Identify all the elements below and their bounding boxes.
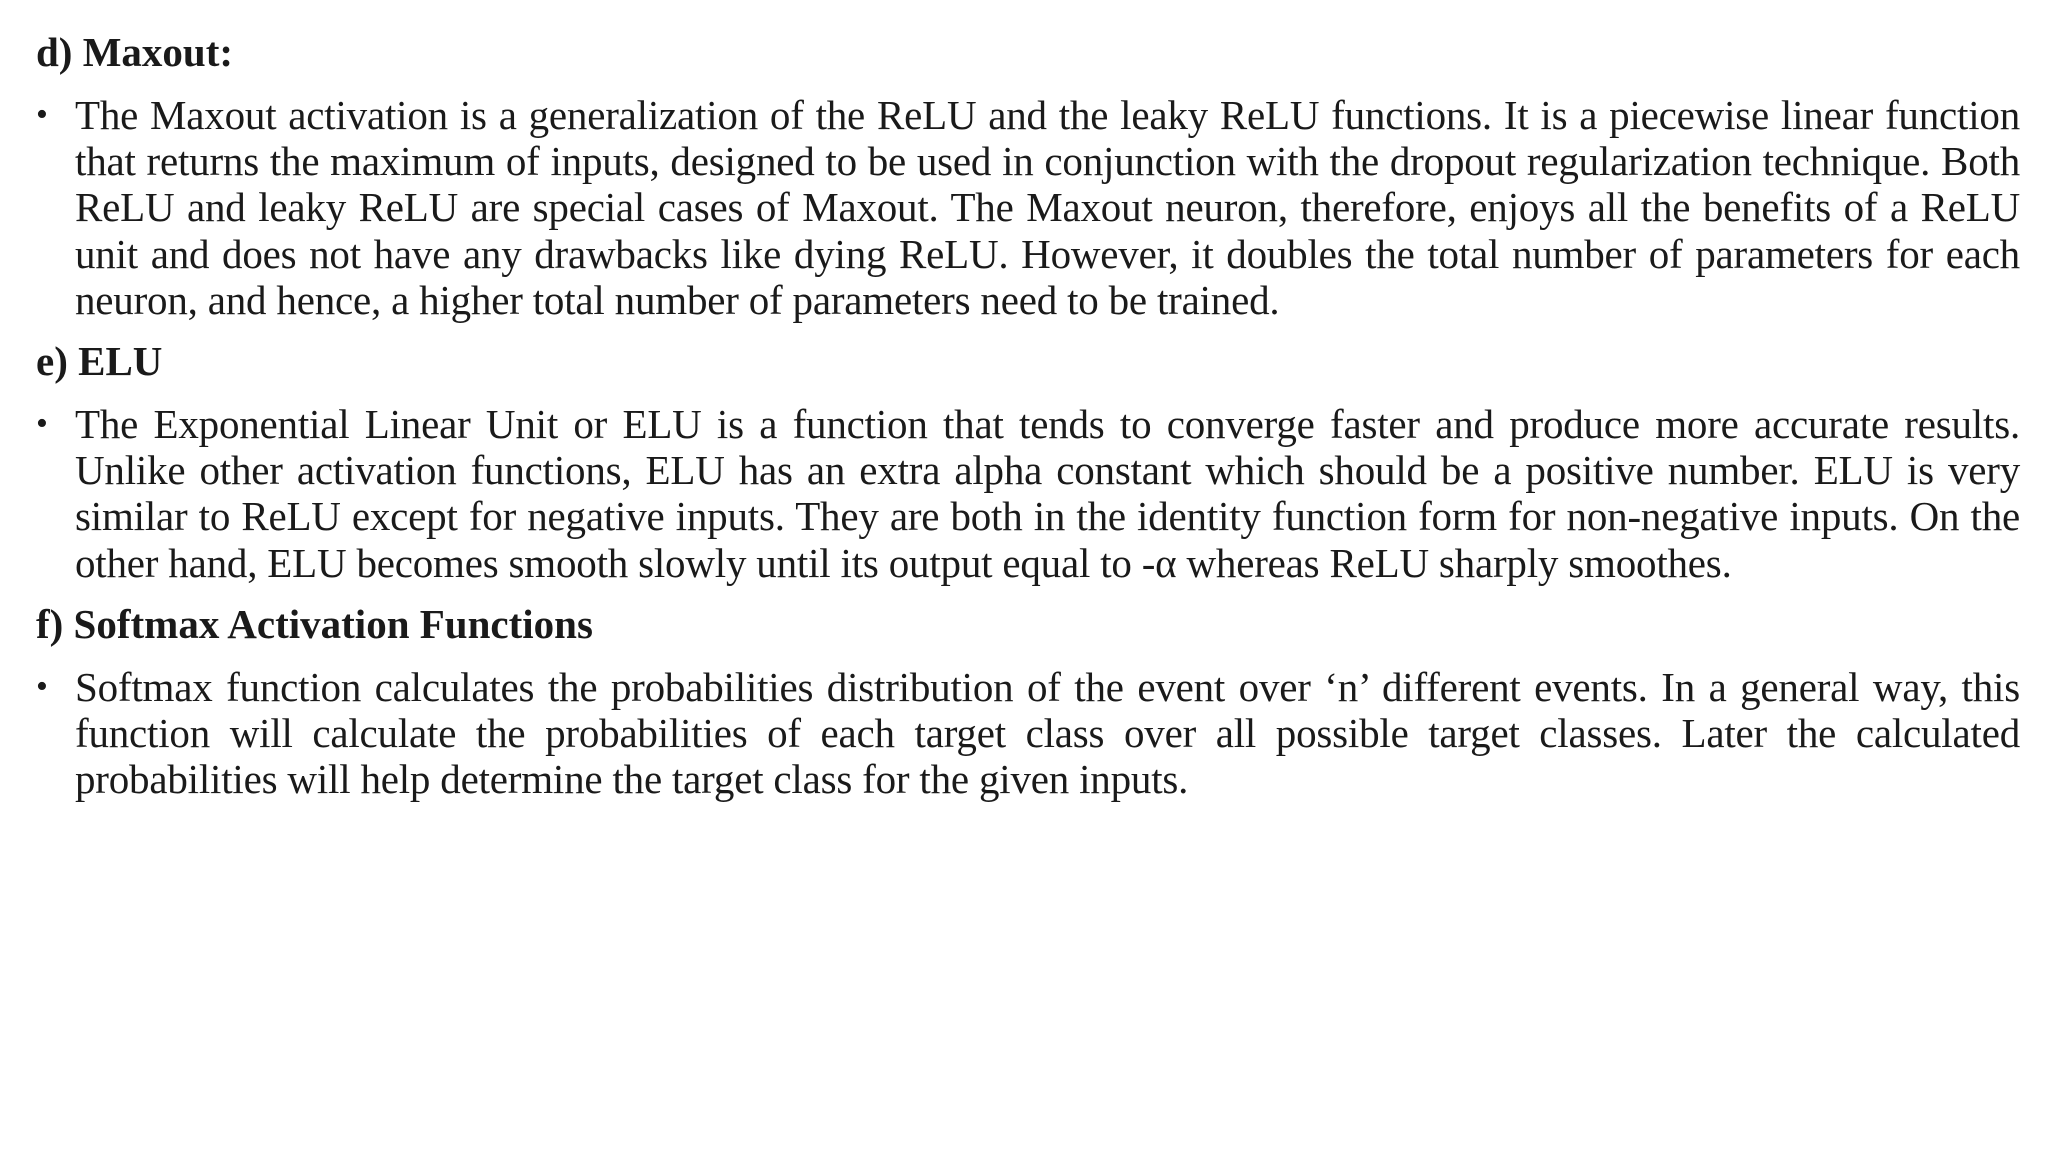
section-elu	[36, 333, 2020, 586]
document-page	[36, 24, 2020, 812]
bullet-item	[36, 92, 2020, 323]
bullet-item	[36, 664, 2020, 803]
bullet-icon: •	[36, 96, 48, 133]
bullet-text: The Exponential Linear Unit or ELU is a function that tends to converge faster and produce more accurate results. Unlike other activation functions, ELU has an extra alpha constant which should be a positive number. ELU is very similar to ReLU except for negative inputs. They are both in the identity function form for non-negative inputs. On the other hand, ELU becomes smooth slowly until its output equal to -α whereas ReLU sharply smoothes.	[75, 401, 2020, 586]
bullet-text: The Maxout activation is a generalization of the ReLU and the leaky ReLU functions. It is a piecewise linear function that returns the maximum of inputs, designed to be used in conjunction with the dropout regularization technique. Both ReLU and leaky ReLU are special cases of Maxout. The Maxout neuron, therefore, enjoys all the benefits of a ReLU unit and does not have any drawbacks like dying ReLU. However, it doubles the total number of parameters for each neuron, and hence, a higher total number of parameters need to be trained.	[75, 92, 2020, 323]
section-heading: d) Maxout:	[36, 29, 234, 75]
bullet-text: Softmax function calculates the probabilities distribution of the event over ‘n’ different events. In a general way, this function will calculate the probabilities of each target class over all possible target classes. Later the calculated probabilities will help determine the target class for the given inputs.	[75, 663, 2020, 803]
section-softmax	[36, 596, 2020, 803]
section-heading: e) ELU	[36, 338, 163, 385]
bullet-item	[36, 401, 2020, 586]
section-heading: f) Softmax Activation Functions	[36, 600, 593, 647]
bullet-icon: •	[36, 405, 48, 443]
section-maxout	[36, 24, 2020, 323]
bullet-icon: •	[36, 667, 48, 705]
